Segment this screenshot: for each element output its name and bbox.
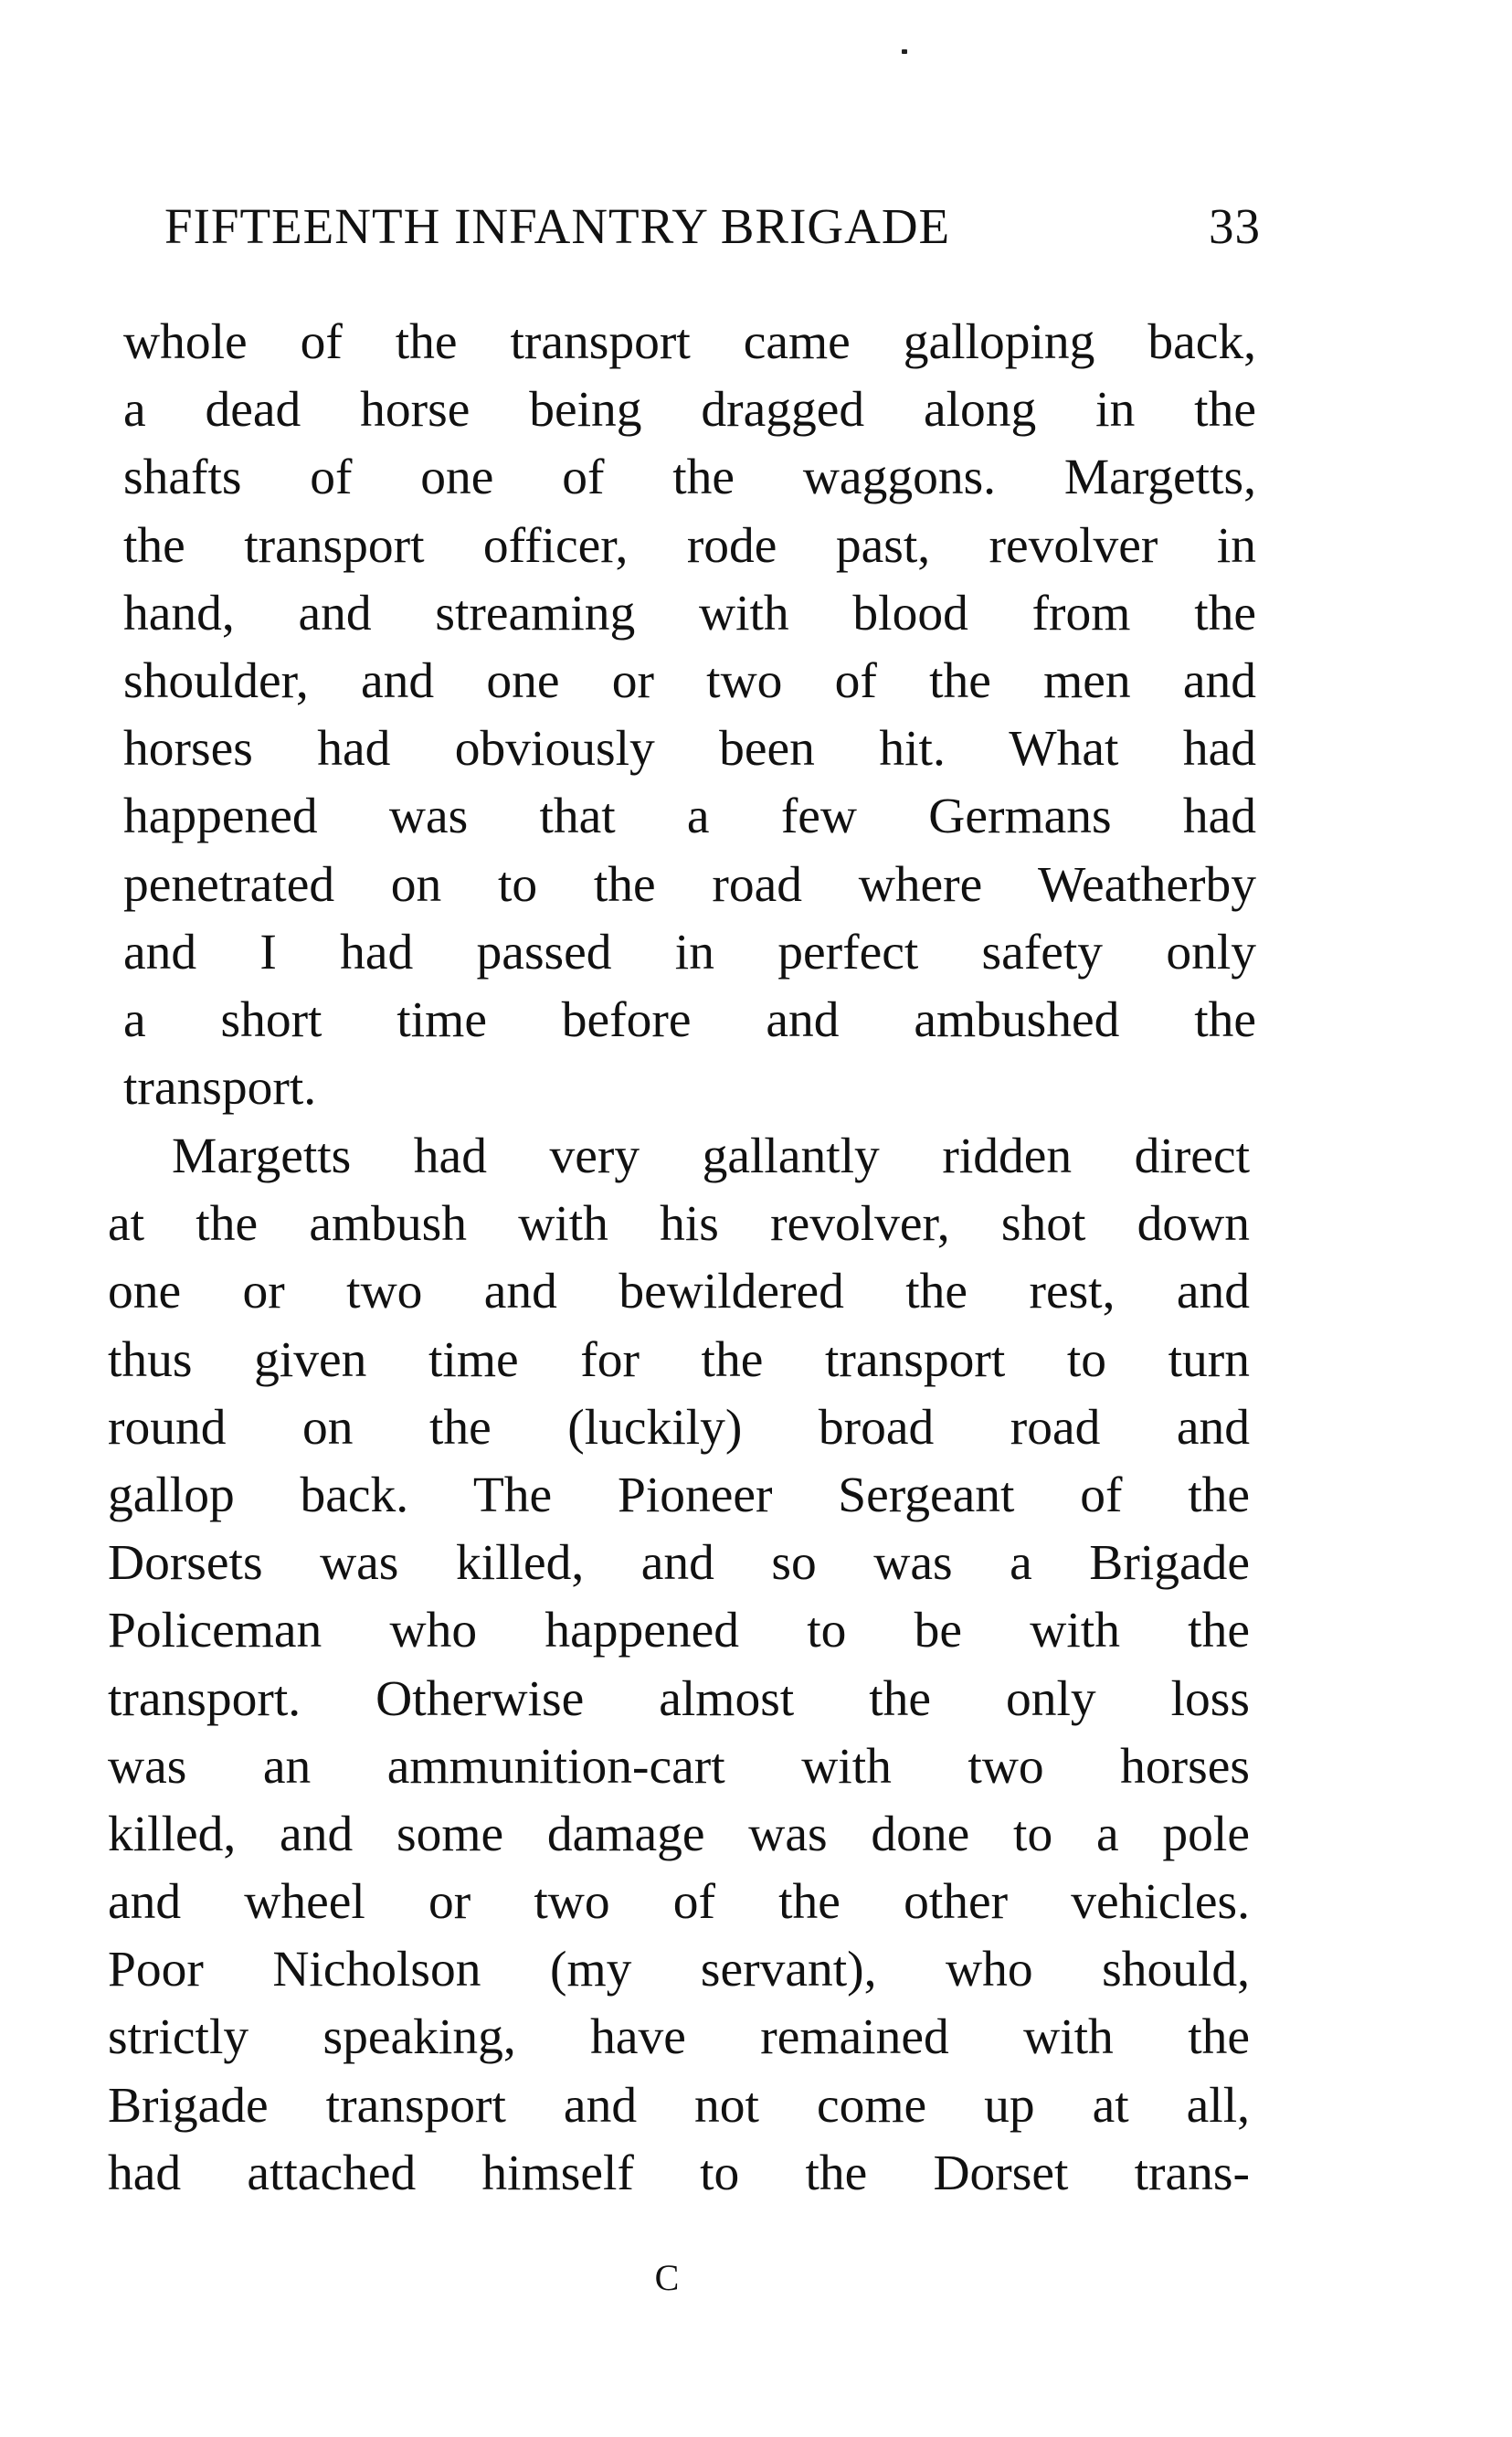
- text-line: and I had passed in perfect safety only: [123, 924, 1256, 980]
- text-line: Policeman who happened to be with the: [108, 1603, 1250, 1659]
- text-line: whole of the transport came galloping back,: [123, 314, 1256, 370]
- text-line: happened was that a few Germans had: [123, 789, 1256, 845]
- running-head: [164, 190, 1261, 263]
- text-line: was an ammunition-cart with two horses: [108, 1738, 1250, 1795]
- text-line: a short time before and ambushed the: [123, 991, 1256, 1048]
- text-line: strictly speaking, have remained with the: [108, 2009, 1250, 2066]
- text-line: killed, and some damage was done to a pole: [108, 1806, 1250, 1862]
- text-line: one or two and bewildered the rest, and: [108, 1264, 1250, 1320]
- text-line: a dead horse being dragged along in the: [123, 382, 1256, 439]
- text-line: Poor Nicholson (my servant), who should,: [108, 1942, 1250, 1998]
- text-line: transport.: [123, 1060, 317, 1117]
- paragraph-2: [108, 1123, 1250, 2208]
- page-number: 33: [1209, 198, 1261, 254]
- text-line: Brigade transport and not come up at all,: [108, 2077, 1250, 2134]
- text-line: penetrated on to the road where Weatherby: [123, 856, 1256, 913]
- text-line: the transport officer, rode past, revolver in: [123, 517, 1256, 574]
- signature-mark: C: [654, 2257, 680, 2298]
- text-line: Dorsets was killed, and so was a Brigade: [108, 1535, 1250, 1592]
- text-line: thus given time for the transport to turn: [108, 1331, 1250, 1388]
- print-speck: [902, 49, 907, 54]
- text-line: had attached himself to the Dorset trans-: [108, 2145, 1250, 2201]
- text-line: gallop back. The Pioneer Sergeant of the: [108, 1467, 1250, 1523]
- text-line: Margetts had very gallantly ridden direct: [172, 1128, 1250, 1184]
- text-line: hand, and streaming with blood from the: [123, 585, 1256, 641]
- text-line: and wheel or two of the other vehicles.: [108, 1874, 1250, 1931]
- text-line: horses had obviously been hit. What had: [123, 721, 1256, 778]
- text-line: shoulder, and one or two of the men and: [123, 652, 1256, 709]
- text-line: transport. Otherwise almost the only loss: [108, 1670, 1250, 1727]
- paragraph-1: [123, 309, 1256, 1122]
- text-line: round on the (luckily) broad road and: [108, 1399, 1250, 1456]
- running-head-title: FIFTEENTH INFANTRY BRIGADE: [164, 198, 951, 254]
- text-line: shafts of one of the waggons. Margetts,: [123, 450, 1256, 506]
- text-line: at the ambush with his revolver, shot down: [108, 1196, 1250, 1253]
